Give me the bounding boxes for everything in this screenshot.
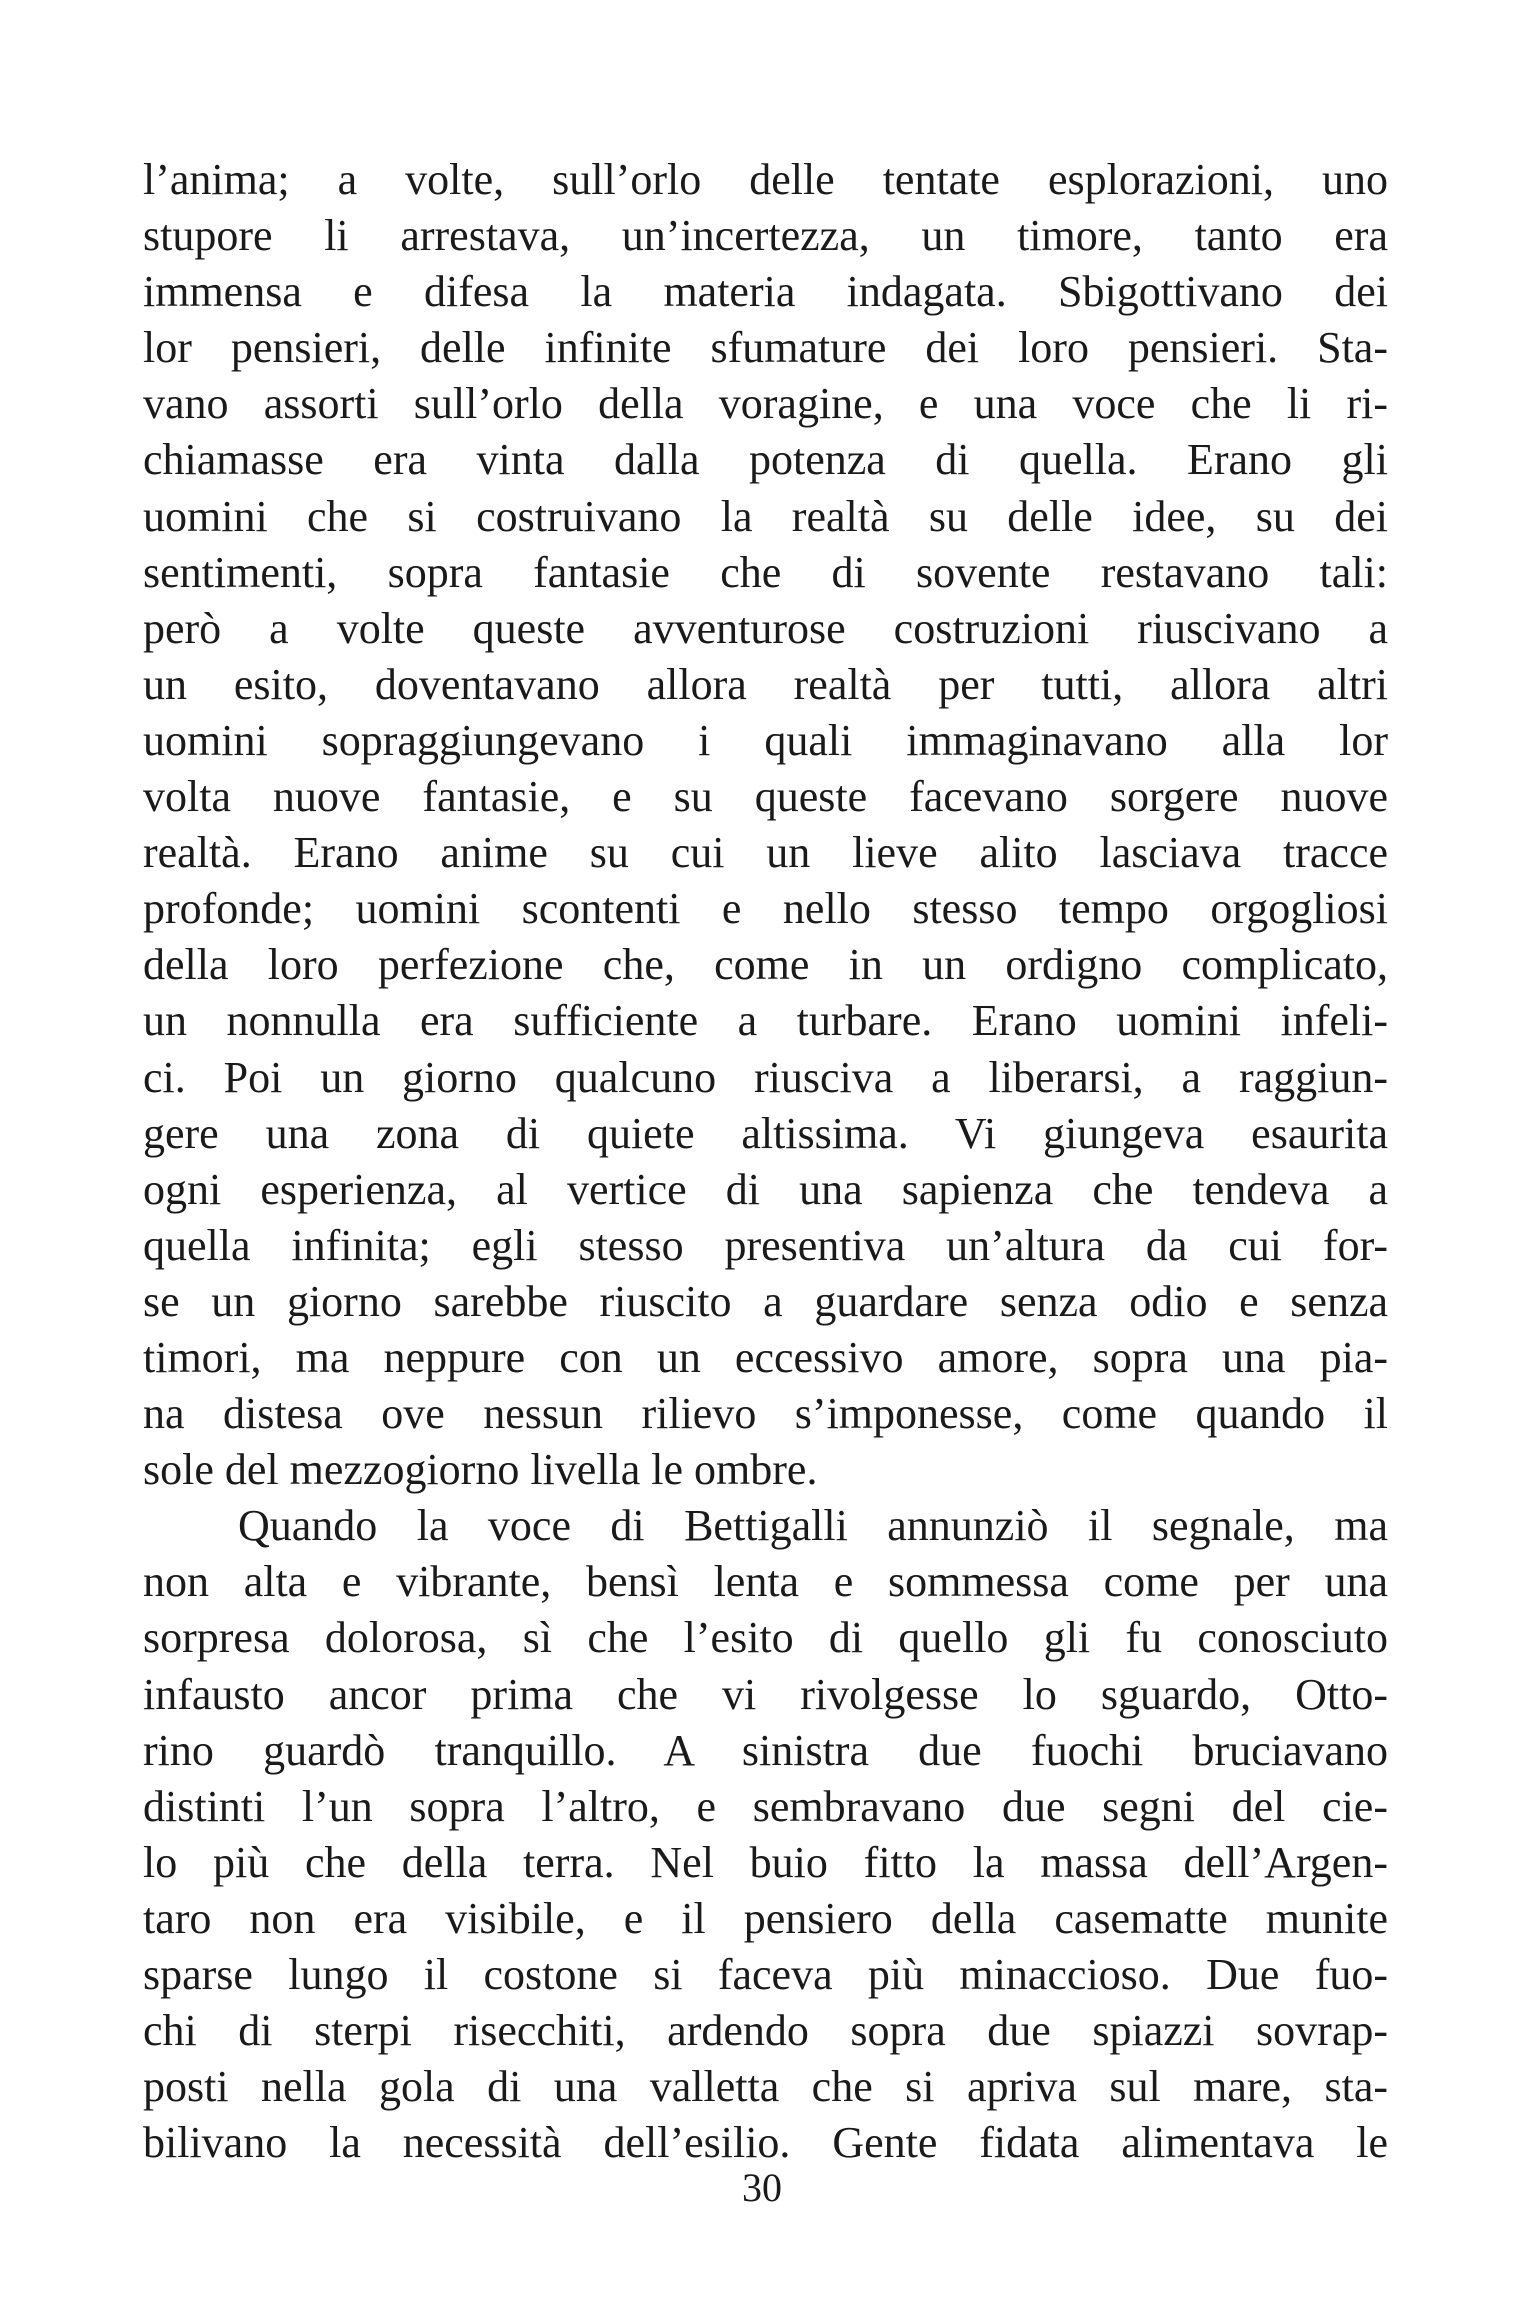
text-line: ogni esperienza, al vertice di una sapienza che tendeva a [143,1164,1388,1214]
text-line: un nonnulla era sufficiente a turbare. Erano uomini infeli- [143,996,1388,1046]
body-text [143,152,1388,2171]
text-line: sentimenti, sopra fantasie che di sovente restavano tali: [143,547,1388,597]
page-number: 30 [742,2165,782,2210]
text-line: chiamasse era vinta dalla potenza di quella. Erano gli [143,435,1388,485]
text-line: quella infinita; egli stesso presentiva un’altura da cui for- [143,1220,1388,1270]
text-line: na distesa ove nessun rilievo s’imponesse, come quando il [143,1389,1388,1439]
text-line: ci. Poi un giorno qualcuno riusciva a liberarsi, a raggiun- [143,1052,1388,1102]
text-line: immensa e difesa la materia indagata. Sbigottivano dei [143,267,1388,317]
text-line: non alta e vibrante, bensì lenta e sommessa come per una [143,1557,1388,1607]
text-line: gere una zona di quiete altissima. Vi giungeva esaurita [143,1108,1388,1158]
text-line: sorpresa dolorosa, sì che l’esito di quello gli fu conosciuto [143,1613,1388,1663]
text-line: posti nella gola di una valletta che si apriva sul mare, sta- [143,2062,1388,2112]
text-line: Quando la voce di Bettigalli annunziò il segnale, ma [238,1501,1388,1551]
text-line: se un giorno sarebbe riuscito a guardare senza odio e senza [143,1276,1388,1326]
text-line: vano assorti sull’orlo della voragine, e una voce che li ri- [143,379,1388,429]
paragraph-1 [143,152,1388,1498]
text-line: chi di sterpi risecchiti, ardendo sopra due spiazzi sovrap- [143,2006,1388,2056]
text-line: bilivano la necessità dell’esilio. Gente fidata alimentava le [143,2118,1388,2168]
text-line: della loro perfezione che, come in un ordigno complicato, [143,940,1388,990]
text-line: volta nuove fantasie, e su queste facevano sorgere nuove [143,772,1388,822]
text-line: taro non era visibile, e il pensiero della casematte munite [143,1893,1388,1943]
text-line: sole del mezzogiorno livella le ombre. [143,1445,818,1495]
text-line: profonde; uomini scontenti e nello stesso tempo orgogliosi [143,884,1388,934]
text-line: stupore li arrestava, un’incertezza, un timore, tanto era [143,211,1388,261]
text-line: lor pensieri, delle infinite sfumature dei loro pensieri. Sta- [143,323,1388,373]
text-line: l’anima; a volte, sull’orlo delle tentate esplorazioni, uno [143,155,1388,204]
text-line: rino guardò tranquillo. A sinistra due fuochi bruciavano [143,1725,1388,1775]
text-line: uomini che si costruivano la realtà su delle idee, su dei [143,491,1388,541]
text-line: uomini sopraggiungevano i quali immaginavano alla lor [143,715,1388,765]
text-line: realtà. Erano anime su cui un lieve alito lasciava tracce [143,828,1388,878]
text-line: però a volte queste avventurose costruzioni riuscivano a [143,603,1388,653]
text-line: infausto ancor prima che vi rivolgesse lo sguardo, Otto- [143,1669,1388,1719]
text-line: lo più che della terra. Nel buio fitto la massa dell’Argen- [143,1837,1388,1887]
text-line: distinti l’un sopra l’altro, e sembravano due segni del cie- [143,1781,1388,1831]
paragraph-2 [143,1498,1388,2171]
text-line: un esito, doventavano allora realtà per tutti, allora altri [143,659,1388,709]
text-line: timori, ma neppure con un eccessivo amore, sopra una pia- [143,1332,1388,1382]
text-line: sparse lungo il costone si faceva più minaccioso. Due fuo- [143,1950,1388,1999]
